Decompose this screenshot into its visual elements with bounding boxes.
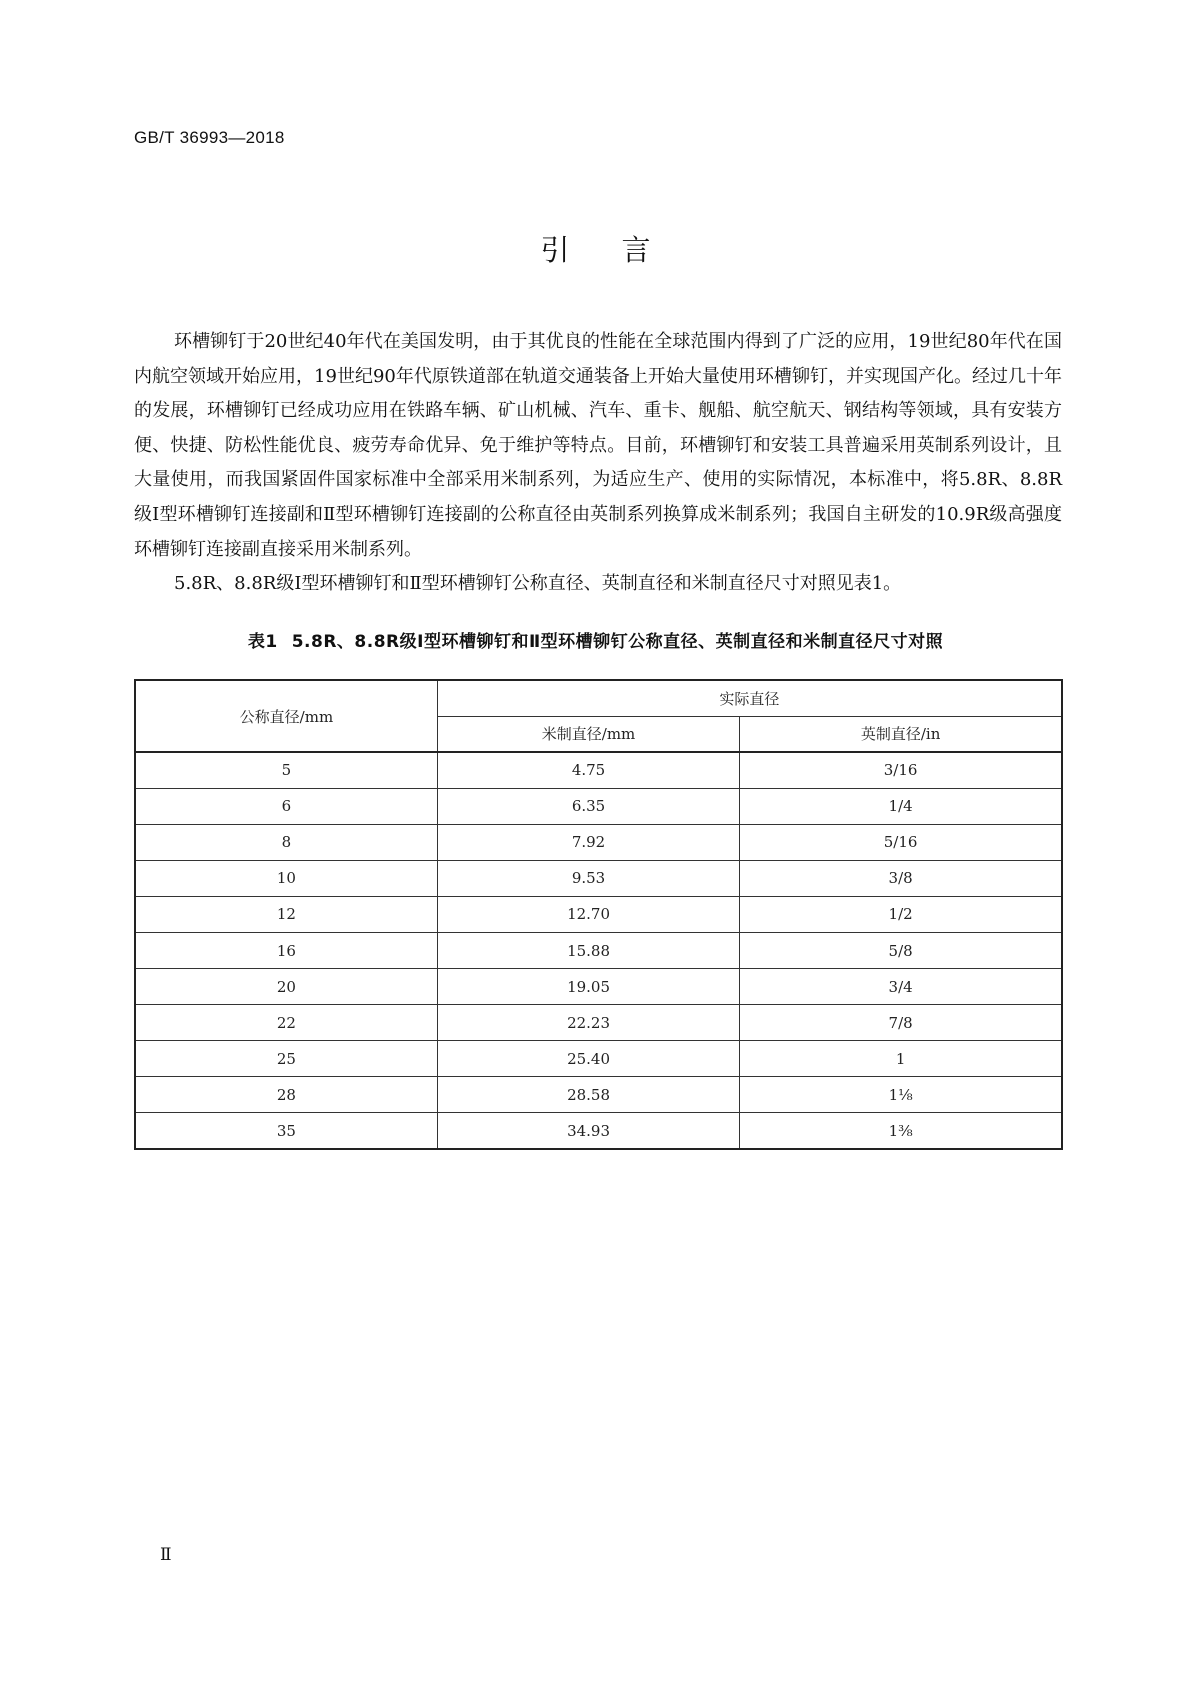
- cell-nominal: 8: [135, 824, 437, 860]
- table-row: [135, 1041, 1062, 1077]
- cell-metric: 6.35: [437, 788, 739, 824]
- cell-metric: 15.88: [437, 932, 739, 968]
- cell-metric: 4.75: [437, 752, 739, 788]
- cell-nominal: 5: [135, 752, 437, 788]
- cell-imperial: 1: [740, 1041, 1062, 1077]
- cell-nominal: 28: [135, 1077, 437, 1113]
- table-row: [135, 932, 1062, 968]
- header-metric-diameter: 米制直径/mm: [437, 716, 739, 752]
- cell-metric: 7.92: [437, 824, 739, 860]
- cell-nominal: 25: [135, 1041, 437, 1077]
- table-caption-text: 5.8R、8.8R级Ⅰ型环槽铆钉和Ⅱ型环槽铆钉公称直径、英制直径和米制直径尺寸对照: [291, 632, 944, 652]
- cell-metric: 19.05: [437, 969, 739, 1005]
- cell-imperial: 1/2: [740, 896, 1062, 932]
- table-row: [135, 1005, 1062, 1041]
- table-row: [135, 1077, 1062, 1113]
- table-caption: [0, 627, 1191, 652]
- table-caption-number: 表1: [247, 632, 278, 652]
- header-imperial-diameter: 英制直径/in: [740, 716, 1062, 752]
- paragraph: 5.8R、8.8R级Ⅰ型环槽铆钉和Ⅱ型环槽铆钉公称直径、英制直径和米制直径尺寸对照见表1。: [174, 573, 902, 595]
- cell-nominal: 22: [135, 1005, 437, 1041]
- table-row: [135, 896, 1062, 932]
- table-row: [135, 969, 1062, 1005]
- cell-imperial: 5/16: [740, 824, 1062, 860]
- cell-nominal: 35: [135, 1113, 437, 1149]
- table-row: [135, 824, 1062, 860]
- page-title: 引言: [540, 233, 703, 267]
- cell-imperial: 3/8: [740, 860, 1062, 896]
- cell-metric: 28.58: [437, 1077, 739, 1113]
- diameter-comparison-table: [134, 679, 1063, 1150]
- cell-nominal: 10: [135, 860, 437, 896]
- cell-metric: 9.53: [437, 860, 739, 896]
- cell-imperial: 5/8: [740, 932, 1062, 968]
- cell-nominal: 20: [135, 969, 437, 1005]
- cell-metric: 25.40: [437, 1041, 739, 1077]
- cell-imperial: 1⅛: [740, 1077, 1062, 1113]
- cell-nominal: 16: [135, 932, 437, 968]
- cell-nominal: 6: [135, 788, 437, 824]
- paragraph: 环槽铆钉于20世纪40年代在美国发明，由于其优良的性能在全球范围内得到了广泛的应用，19世纪80年代在国内航空领域开始应用，19世纪90年代原铁道部在轨道交通装备上开始大量使用环槽铆钉，并实现国产化。经过几十年的发展，环槽铆钉已经成功应用在铁路车辆、矿山机械、汽车、重卡、舰船、航空航天、钢结构等领域，具有安装方便、快捷、防松性能优良、疲劳寿命优异、免于维护等特点。目前，环槽铆钉和安装工具普遍采用英制系列设计，且大量使用，而我国紧固件国家标准中全部采用米制系列，为适应生产、使用的实际情况，本标准中，将5.8R、8.8R级Ⅰ型环槽铆钉连接副和Ⅱ型环槽铆钉连接副的公称直径由英制系列换算成米制系列；我国自主研发的10.9R级高强度环槽铆钉连接副直接采用米制系列。: [134, 331, 1062, 560]
- cell-imperial: 1/4: [740, 788, 1062, 824]
- page-number: Ⅱ: [160, 1545, 172, 1565]
- introduction-body: [134, 325, 1062, 602]
- header-actual-diameter: 实际直径: [437, 680, 1062, 716]
- cell-metric: 12.70: [437, 896, 739, 932]
- cell-imperial: 3/16: [740, 752, 1062, 788]
- table-body: [135, 752, 1062, 1149]
- header-nominal-diameter: 公称直径/mm: [135, 680, 437, 752]
- standard-code: GB/T 36993—2018: [134, 128, 285, 147]
- cell-metric: 22.23: [437, 1005, 739, 1041]
- cell-imperial: 7/8: [740, 1005, 1062, 1041]
- table-row: [135, 860, 1062, 896]
- table-row: [135, 788, 1062, 824]
- cell-imperial: 1⅜: [740, 1113, 1062, 1149]
- table-row: [135, 1113, 1062, 1149]
- cell-imperial: 3/4: [740, 969, 1062, 1005]
- cell-metric: 34.93: [437, 1113, 739, 1149]
- table-row: [135, 752, 1062, 788]
- cell-nominal: 12: [135, 896, 437, 932]
